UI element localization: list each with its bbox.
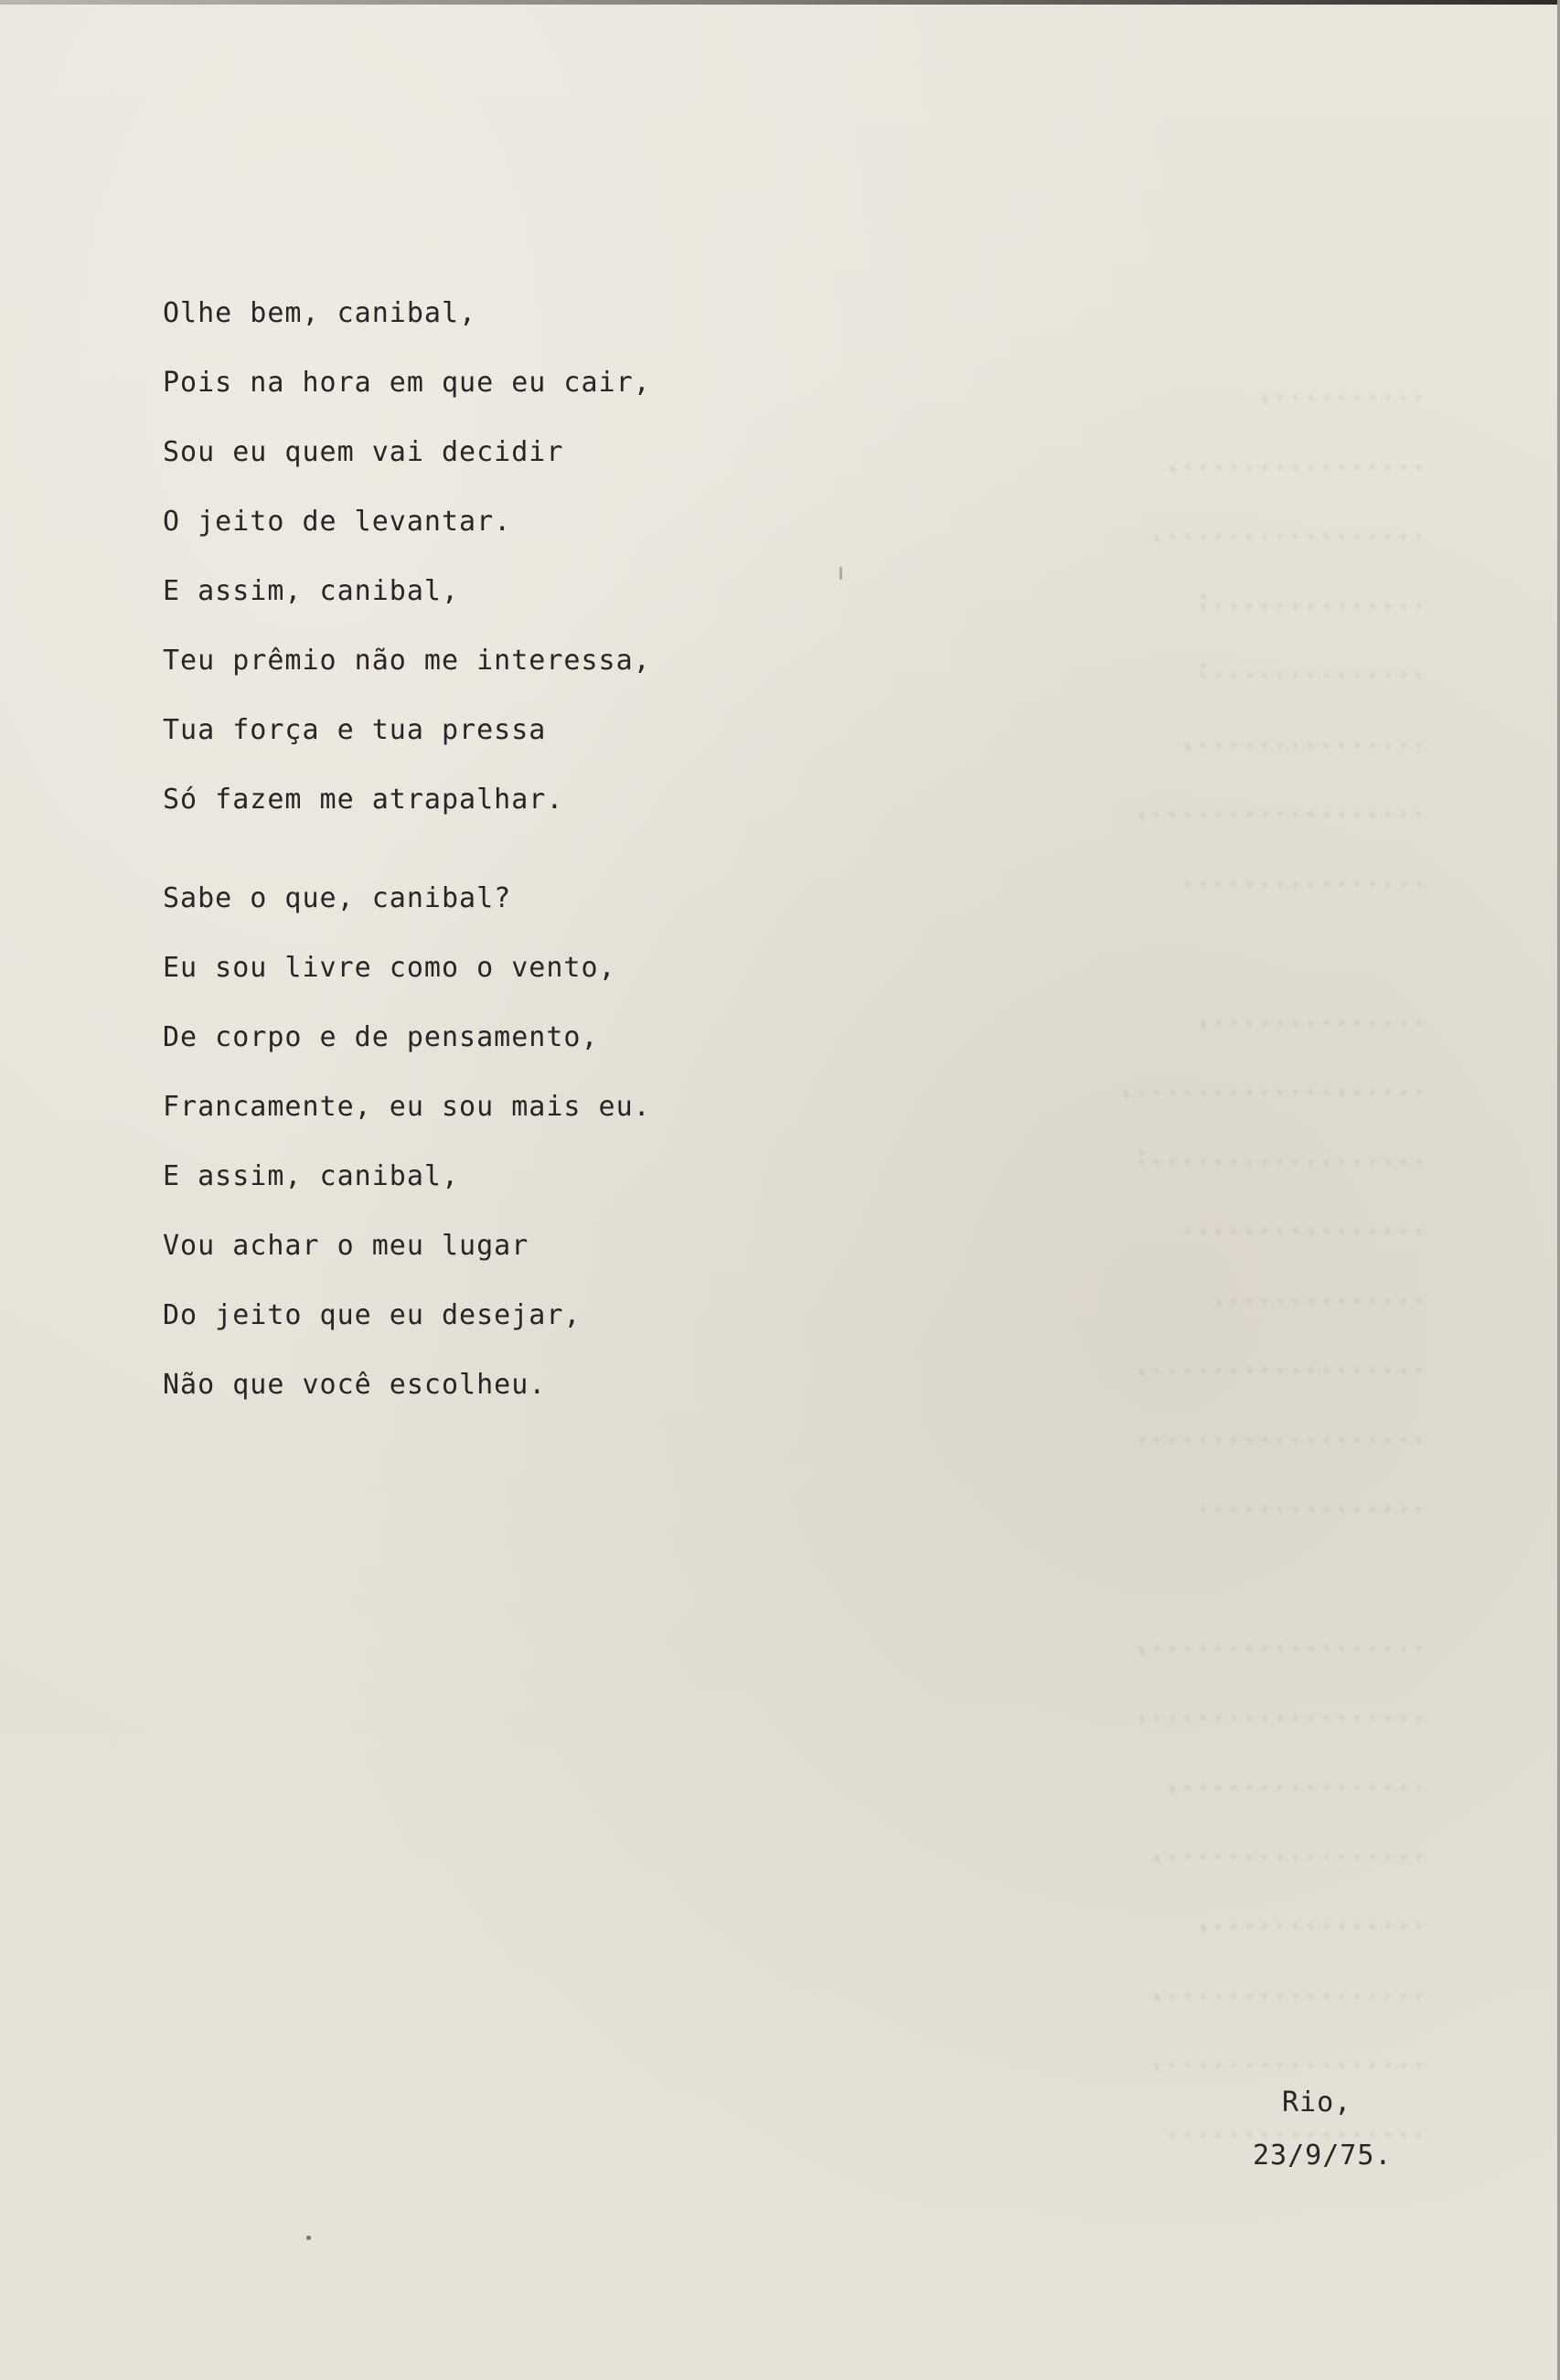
poem-line: Teu prêmio não me interessa,	[163, 645, 651, 677]
poem-line: Eu sou livre como o vento,	[163, 952, 616, 984]
paper-speck	[839, 567, 842, 580]
poem-line: O jeito de levantar.	[163, 506, 512, 538]
reverse-side-bleed-through: .........., ................, ................., ..............; ..............: ..............., .................., ................ .............., ..................., ..................: ................ ............., .................., ................... ............... .................., .................., ................, ................., .............., ................., ................., .................	[1117, 376, 1426, 2143]
poem-line: Do jeito que eu desejar,	[163, 1299, 582, 1331]
poem-line: Sou eu quem vai decidir	[163, 436, 564, 468]
date-signature	[1253, 2085, 1417, 2183]
stanza-2	[163, 876, 651, 1432]
poem-line: Não que você escolheu.	[163, 1369, 547, 1401]
poem-line: Pois na hora em que eu cair,	[163, 367, 651, 399]
poem-line: Tua força e tua pressa	[163, 714, 547, 746]
poem-line: Sabe o que, canibal?	[163, 882, 512, 914]
poem-line: Só fazem me atrapalhar.	[163, 784, 564, 816]
place-label: Rio,	[1282, 2087, 1352, 2119]
poem-line: Olhe bem, canibal,	[163, 297, 477, 329]
date-label: 23/9/75.	[1253, 2140, 1393, 2172]
page-top-edge	[0, 0, 1560, 5]
poem-line: E assim, canibal,	[163, 575, 460, 607]
poem-line: Vou achar o meu lugar	[163, 1230, 529, 1262]
poem-line: E assim, canibal,	[163, 1160, 460, 1192]
paper-speck	[306, 2236, 311, 2240]
poem-line: Francamente, eu sou mais eu.	[163, 1091, 651, 1123]
poem-line: De corpo e de pensamento,	[163, 1021, 599, 1053]
stanza-1	[163, 291, 651, 847]
